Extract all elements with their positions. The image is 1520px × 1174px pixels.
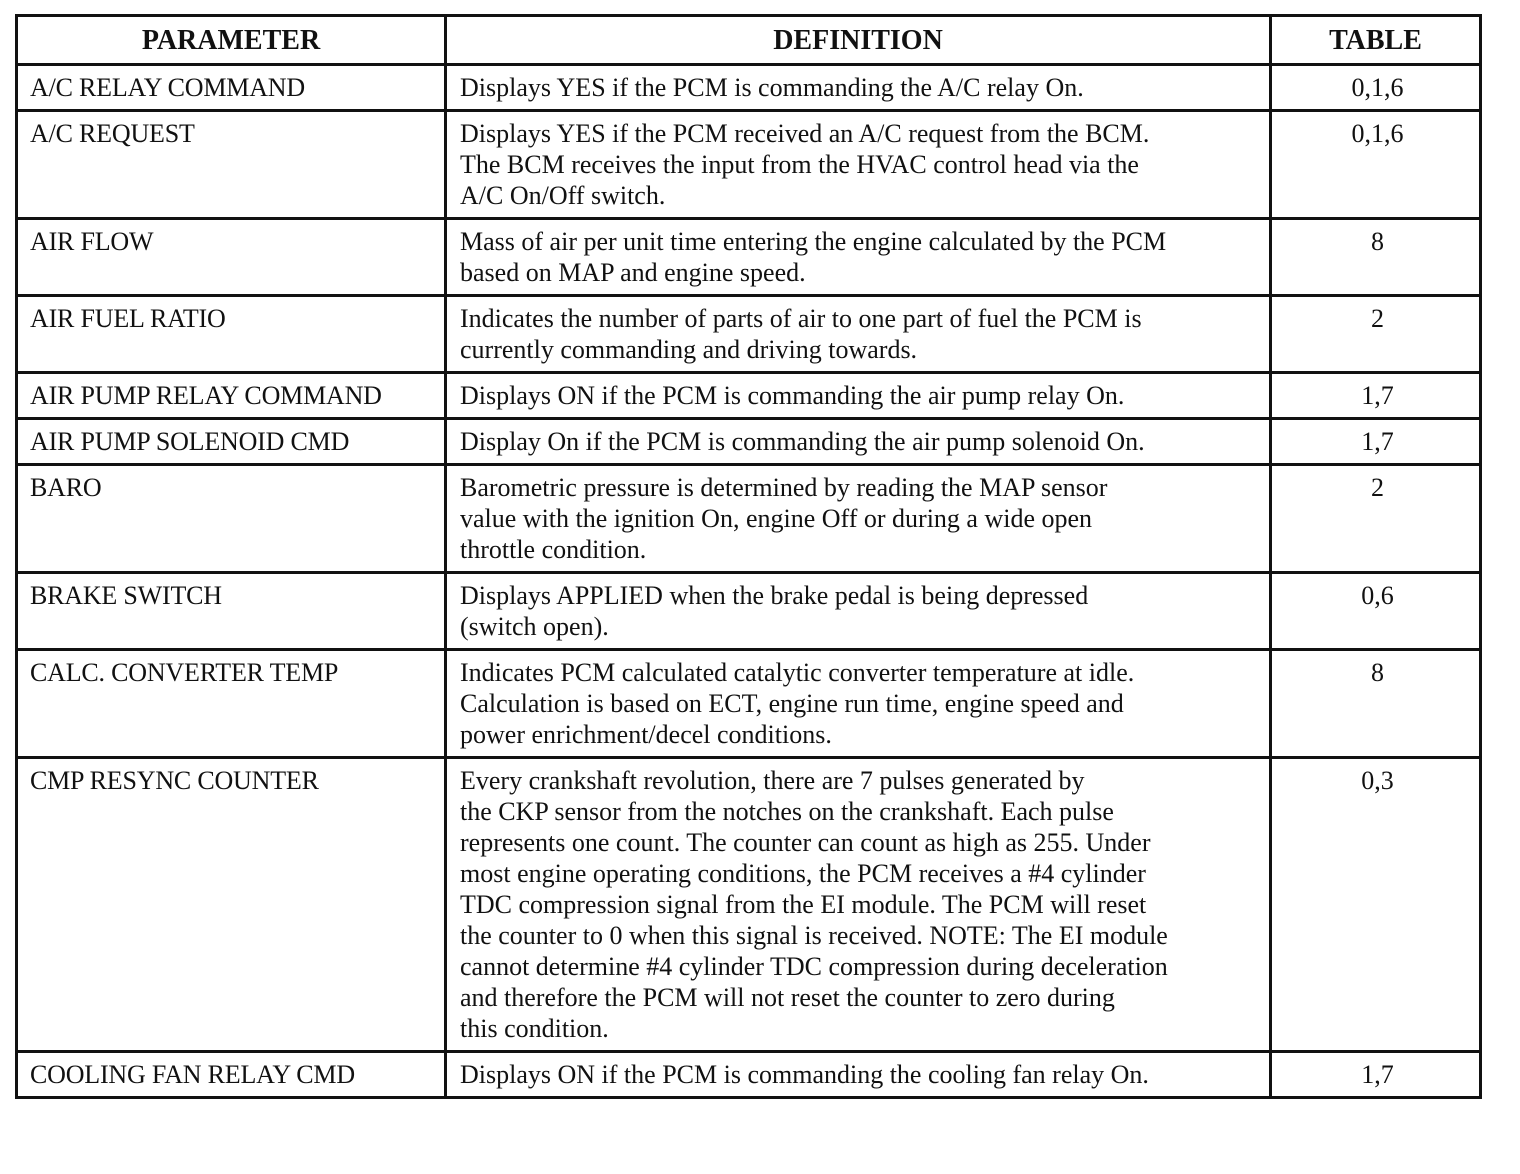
table-row (17, 296, 1481, 373)
table-ref-cell: 8 (1271, 219, 1481, 296)
definition-line: currently commanding and driving towards. (460, 335, 918, 364)
header-row (17, 16, 1481, 65)
table-row (17, 650, 1481, 758)
table-row (17, 758, 1481, 1052)
definition-cell (446, 65, 1271, 111)
table-row (17, 219, 1481, 296)
header-definition: DEFINITION (446, 16, 1271, 65)
definition-cell (446, 296, 1271, 373)
table-row (17, 1052, 1481, 1098)
definition-cell (446, 111, 1271, 219)
table-ref-cell: 1,7 (1271, 419, 1481, 465)
parameter-cell: BARO (17, 465, 446, 573)
parameter-cell: AIR PUMP RELAY COMMAND (17, 373, 446, 419)
header-parameter: PARAMETER (17, 16, 446, 65)
definition-line: Every crankshaft revolution, there are 7 pulses generated by (460, 766, 1085, 795)
table-ref-cell: 1,7 (1271, 1052, 1481, 1098)
table-row (17, 465, 1481, 573)
definition-line: The BCM receives the input from the HVAC control head via the (460, 150, 1139, 179)
table-ref-cell: 8 (1271, 650, 1481, 758)
table-ref-cell: 0,6 (1271, 573, 1481, 650)
definition-cell (446, 573, 1271, 650)
definition-line: Displays ON if the PCM is commanding the cooling fan relay On. (460, 1060, 1149, 1089)
definition-line: the CKP sensor from the notches on the crankshaft. Each pulse (460, 797, 1114, 826)
definition-cell (446, 465, 1271, 573)
definition-line: (switch open). (460, 612, 609, 641)
definition-line: Display On if the PCM is commanding the air pump solenoid On. (460, 427, 1145, 456)
definition-line: represents one count. The counter can count as high as 255. Under (460, 828, 1151, 857)
table-ref-cell: 2 (1271, 296, 1481, 373)
header-table: TABLE (1271, 16, 1481, 65)
definition-line: cannot determine #4 cylinder TDC compression during deceleration (460, 952, 1168, 981)
table-ref-cell: 0,1,6 (1271, 65, 1481, 111)
parameter-cell: CALC. CONVERTER TEMP (17, 650, 446, 758)
definition-line: Displays ON if the PCM is commanding the air pump relay On. (460, 381, 1125, 410)
definition-line: based on MAP and engine speed. (460, 258, 806, 287)
parameter-cell: AIR PUMP SOLENOID CMD (17, 419, 446, 465)
definition-line: this condition. (460, 1014, 609, 1043)
definition-cell (446, 1052, 1271, 1098)
definition-line: Indicates the number of parts of air to one part of fuel the PCM is (460, 304, 1142, 333)
table-body (17, 65, 1481, 1098)
parameter-cell: A/C REQUEST (17, 111, 446, 219)
definition-line: Displays APPLIED when the brake pedal is being depressed (460, 581, 1089, 610)
parameter-definition-table (15, 14, 1482, 1099)
table-row (17, 419, 1481, 465)
definition-line: TDC compression signal from the EI module. The PCM will reset (460, 890, 1147, 919)
table-header (17, 16, 1481, 65)
parameter-cell: A/C RELAY COMMAND (17, 65, 446, 111)
definition-line: Calculation is based on ECT, engine run time, engine speed and (460, 689, 1124, 718)
definition-line: value with the ignition On, engine Off or during a wide open (460, 504, 1093, 533)
definition-cell (446, 758, 1271, 1052)
parameter-cell: BRAKE SWITCH (17, 573, 446, 650)
table-row (17, 373, 1481, 419)
table-ref-cell: 0,3 (1271, 758, 1481, 1052)
definition-line: Displays YES if the PCM is commanding the A/C relay On. (460, 73, 1084, 102)
definition-line: and therefore the PCM will not reset the counter to zero during (460, 983, 1115, 1012)
parameter-cell: COOLING FAN RELAY CMD (17, 1052, 446, 1098)
definition-line: most engine operating conditions, the PCM receives a #4 cylinder (460, 859, 1146, 888)
definition-line: Barometric pressure is determined by reading the MAP sensor (460, 473, 1108, 502)
parameter-cell: CMP RESYNC COUNTER (17, 758, 446, 1052)
table-ref-cell: 1,7 (1271, 373, 1481, 419)
definition-cell (446, 650, 1271, 758)
table-row (17, 573, 1481, 650)
definition-line: the counter to 0 when this signal is received. NOTE: The EI module (460, 921, 1168, 950)
definition-cell (446, 419, 1271, 465)
definition-cell (446, 373, 1271, 419)
table-ref-cell: 2 (1271, 465, 1481, 573)
table-row (17, 111, 1481, 219)
definition-line: throttle condition. (460, 535, 647, 564)
definition-line: power enrichment/decel conditions. (460, 720, 832, 749)
definition-line: Indicates PCM calculated catalytic converter temperature at idle. (460, 658, 1135, 687)
parameter-cell: AIR FLOW (17, 219, 446, 296)
parameter-cell: AIR FUEL RATIO (17, 296, 446, 373)
definition-line: A/C On/Off switch. (460, 181, 666, 210)
table-row (17, 65, 1481, 111)
definition-line: Mass of air per unit time entering the engine calculated by the PCM (460, 227, 1167, 256)
table-ref-cell: 0,1,6 (1271, 111, 1481, 219)
definition-line: Displays YES if the PCM received an A/C request from the BCM. (460, 119, 1150, 148)
definition-cell (446, 219, 1271, 296)
